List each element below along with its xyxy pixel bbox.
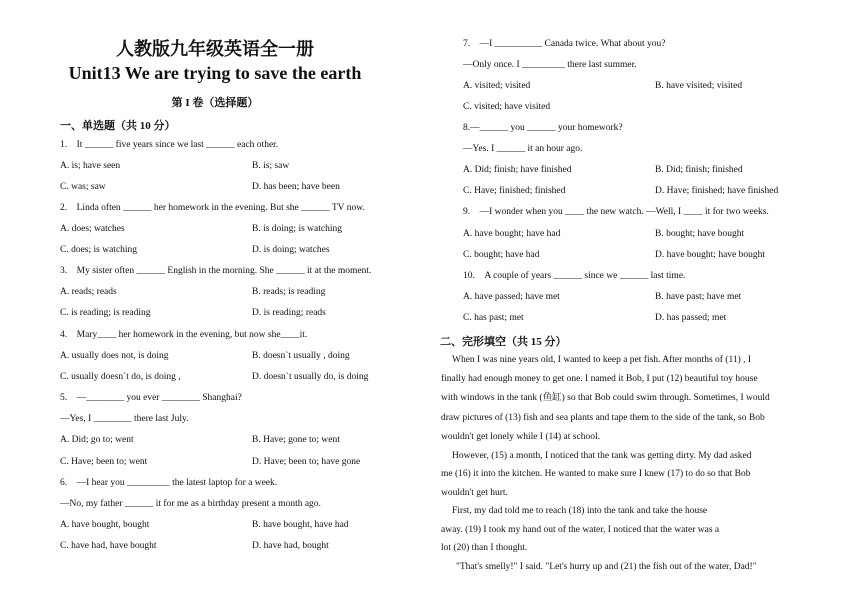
cloze-line: away. (19) I took my hand out of the water, I noticed that the water was a (441, 525, 720, 535)
option-b[interactable]: B. Have; gone to; went (252, 435, 340, 445)
unit-title: Unit13 We are trying to save the earth (68, 63, 362, 83)
option-d[interactable]: D. have had, bought (252, 541, 329, 551)
option-b[interactable]: B. Did; finish; finished (655, 165, 743, 175)
option-a[interactable]: A. reads; reads (60, 287, 117, 297)
question-7: 7. —I __________ Canada twice. What about you? (463, 39, 666, 49)
question-5-response: —Yes, I ________ there last July. (60, 414, 189, 424)
option-c[interactable]: C. does; is watching (60, 245, 138, 255)
cloze-line: wouldn't get lonely while I (14) at school. (441, 432, 600, 442)
question-6-response: —No, my father ______ it for me as a birthday present a month ago. (60, 499, 321, 509)
option-d[interactable]: D. Have; been to; have gone (252, 457, 361, 467)
option-a[interactable]: A. visited; visited (463, 81, 531, 91)
option-a[interactable]: A. usually does not, is doing (60, 351, 169, 361)
option-c[interactable]: C. have had, have bought (60, 541, 157, 551)
option-b[interactable]: B. reads; is reading (252, 287, 326, 297)
option-b[interactable]: B. is; saw (252, 161, 290, 171)
option-d[interactable]: D. is doing; watches (252, 245, 330, 255)
question-4: 4. Mary____ her homework in the evening, but now she____it. (60, 330, 308, 340)
cloze-line: "That's smelly!" I said. "Let's hurry up and (21) the fish out of the water, Dad!" (456, 562, 757, 572)
option-b[interactable]: B. have past; have met (655, 292, 742, 302)
option-b[interactable]: B. have visited; visited (655, 81, 743, 91)
option-a[interactable]: A. does; watches (60, 224, 125, 234)
question-6: 6. —I hear you _________ the latest laptop for a week. (60, 478, 278, 488)
question-8: 8.—______ you ______ your homework? (463, 123, 623, 133)
section-title-single-choice: 一、单选题（共 10 分） (60, 120, 176, 132)
option-b[interactable]: B. have bought, have had (252, 520, 349, 530)
option-c[interactable]: C. Have; been to; went (60, 457, 148, 467)
question-10: 10. A couple of years ______ since we ______ last time. (463, 271, 686, 281)
option-a[interactable]: A. have bought, bought (60, 520, 150, 530)
question-9: 9. —I wonder when you ____ the new watch. —Well, I ____ it for two weeks. (463, 207, 769, 217)
option-a[interactable]: A. have passed; have met (463, 292, 560, 302)
option-a[interactable]: A. is; have seen (60, 161, 121, 171)
option-b[interactable]: B. is doing; is watching (252, 224, 342, 234)
question-8-response: —Yes. I ______ it an hour ago. (463, 144, 583, 154)
option-c[interactable]: C. bought; have had (463, 250, 540, 260)
option-d[interactable]: D. has been; have been (252, 182, 340, 192)
option-c[interactable]: C. was; saw (60, 182, 106, 192)
option-a[interactable]: A. have bought; have had (463, 229, 561, 239)
cloze-line: finally had enough money to get one. I named it Bob, I put (12) beautiful toy house (441, 374, 758, 384)
option-a[interactable]: A. Did; finish; have finished (463, 165, 572, 175)
question-2: 2. Linda often ______ her homework in the evening. But she ______ TV now. (60, 203, 365, 213)
cloze-line: wouldn't get hurt. (441, 488, 508, 498)
option-c[interactable]: C. has past; met (463, 313, 524, 323)
option-b[interactable]: B. doesn`t usually , doing (252, 351, 350, 361)
option-c[interactable]: C. is reading; is reading (60, 308, 151, 318)
question-5: 5. —________ you ever ________ Shanghai? (60, 393, 242, 403)
option-d[interactable]: D. has passed; met (655, 313, 727, 323)
cloze-line: draw pictures of (13) fish and sea plants and tape them to the side of the tank, so Bob (441, 413, 765, 423)
cloze-line: However, (15) a month, I noticed that the tank was getting dirty. My dad asked (452, 451, 752, 461)
option-a[interactable]: A. Did; go to; went (60, 435, 134, 445)
section-title-cloze: 二、完形填空（共 15 分） (440, 336, 567, 348)
option-c[interactable]: C. usually doesn`t do, is doing , (60, 372, 181, 382)
option-d[interactable]: D. have bought; have bought (655, 250, 766, 260)
option-c[interactable]: C. visited; have visited (463, 102, 551, 112)
option-d[interactable]: D. Have; finished; have finished (655, 186, 779, 196)
cloze-line: with windows in the tank (鱼缸) so that Bob could swim through. Sometimes, I would (441, 393, 770, 403)
question-7-response: —Only once. I _________ there last summer. (463, 60, 637, 70)
cloze-line: When I was nine years old, I wanted to keep a pet fish. After months of (11) , I (452, 355, 752, 365)
question-3: 3. My sister often ______ English in the morning. She ______ it at the moment. (60, 266, 372, 276)
cloze-line: me (16) it into the kitchen. He wanted to make sure I knew (17) to do so that Bob (441, 469, 751, 479)
option-d[interactable]: D. doesn`t usually do, is doing (252, 372, 369, 382)
option-d[interactable]: D. is reading; reads (252, 308, 326, 318)
question-1: 1. It ______ five years since we last ______ each other. (60, 140, 279, 150)
option-b[interactable]: B. bought; have bought (655, 229, 745, 239)
part-title: 第 I 卷（选择题） (171, 97, 259, 109)
document-title: 人教版九年级英语全一册 (116, 39, 314, 59)
cloze-line: First, my dad told me to reach (18) into the tank and take the house (452, 506, 708, 516)
option-c[interactable]: C. Have; finished; finished (463, 186, 566, 196)
cloze-line: lot (20) than I thought. (441, 543, 528, 553)
